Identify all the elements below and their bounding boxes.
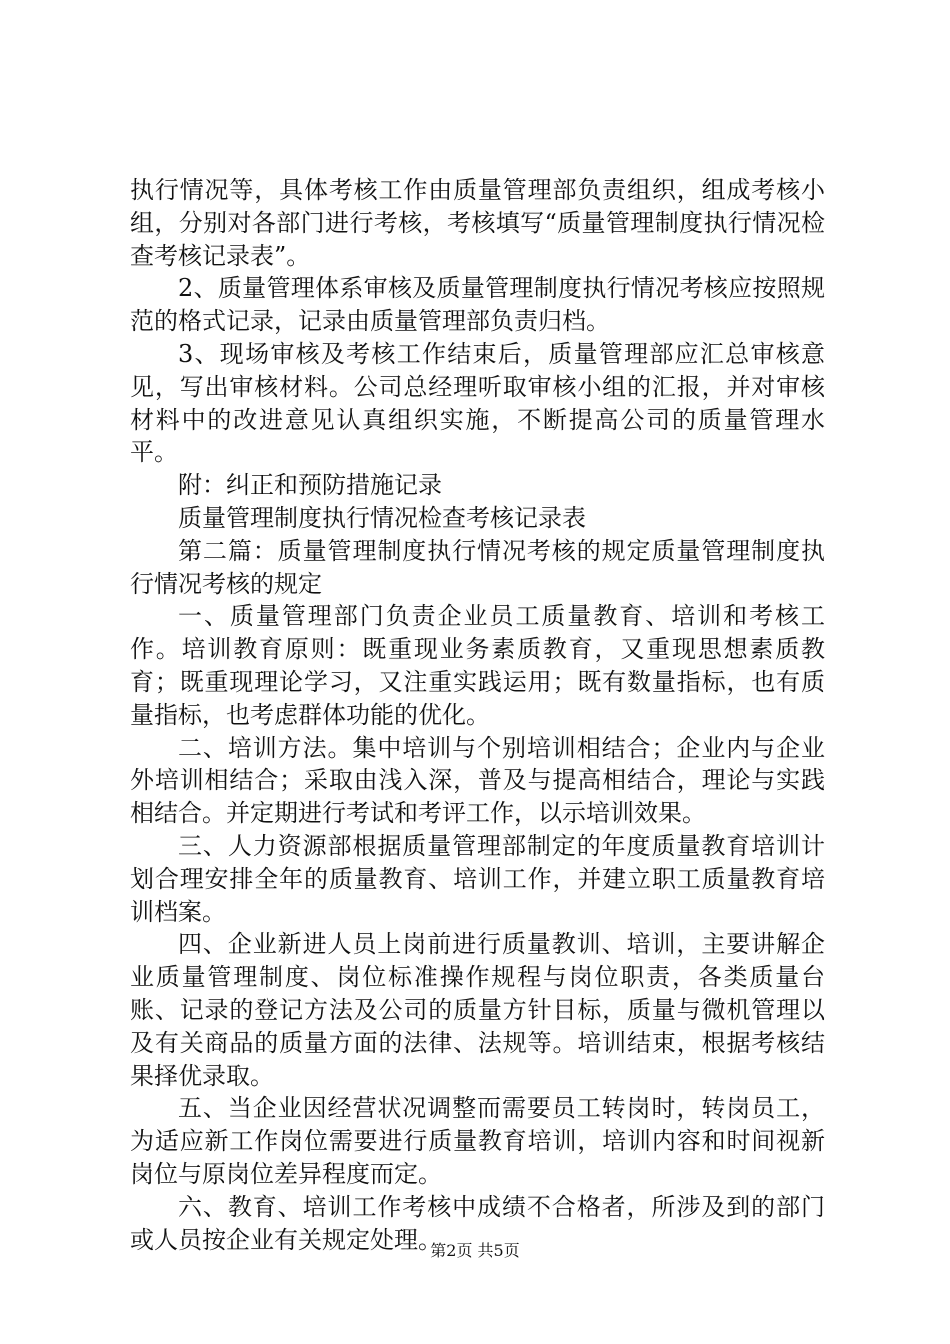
document-body xyxy=(130,174,825,1256)
paragraph-continuation: 执行情况等，具体考核工作由质量管理部负责组织，组成考核小组，分别对各部门进行考核，考核填写“质量管理制度执行情况检查考核记录表”。 xyxy=(130,176,825,270)
paragraph-rule-3: 三、人力资源部根据质量管理部制定的年度质量教育培训计划合理安排全年的质量教育、培训工作，并建立职工质量教育培训档案。 xyxy=(130,831,825,926)
paragraph-rule-2: 二、培训方法。集中培训与个别培训相结合；企业内与企业外培训相结合；采取由浅入深，普及与提高相结合，理论与实践相结合。并定期进行考试和考评工作，以示培训效果。 xyxy=(130,733,825,828)
paragraph-rule-4: 四、企业新进人员上岗前进行质量教训、培训，主要讲解企业质量管理制度、岗位标准操作规程与岗位职责，各类质量台账、记录的登记方法及公司的质量方针目标，质量与微机管理以及有关商品的质量方面的法律、法规等。培训结束，根据考核结果择优录取。 xyxy=(130,930,825,1090)
paragraph-rule-6: 六、教育、培训工作考核中成绩不合格者，所涉及到的部门或人员按企业有关规定处理。 xyxy=(130,1192,825,1254)
paragraph-item-3: 3、现场审核及考核工作结束后，质量管理部应汇总审核意见，写出审核材料。公司总经理听取审核小组的汇报，并对审核材料中的改进意见认真组织实施，不断提高公司的质量管理水平。 xyxy=(130,339,825,467)
paragraph-appendix: 附：纠正和预防措施记录 xyxy=(178,471,442,500)
section-heading-part-two: 第二篇：质量管理制度执行情况考核的规定质量管理制度执行情况考核的规定 xyxy=(130,536,825,598)
page-number-footer: 第2页 共5页 xyxy=(430,1241,520,1260)
paragraph-item-2: 2、质量管理体系审核及质量管理制度执行情况考核应按照规范的格式记录，记录由质量管理部负责归档。 xyxy=(130,274,825,336)
paragraph-rule-1: 一、质量管理部门负责企业员工质量教育、培训和考核工作。培训教育原则：既重现业务素质教育，又重现思想素质教育；既重现理论学习，又注重实践运用；既有数量指标，也有质量指标，也考虑群体功能的优化。 xyxy=(130,602,825,729)
paragraph-record-table-title: 质量管理制度执行情况检查考核记录表 xyxy=(178,503,586,532)
paragraph-rule-5: 五、当企业因经营状况调整而需要员工转岗时，转岗员工，为适应新工作岗位需要进行质量教育培训，培训内容和时间视新岗位与原岗位差异程度而定。 xyxy=(130,1094,825,1188)
